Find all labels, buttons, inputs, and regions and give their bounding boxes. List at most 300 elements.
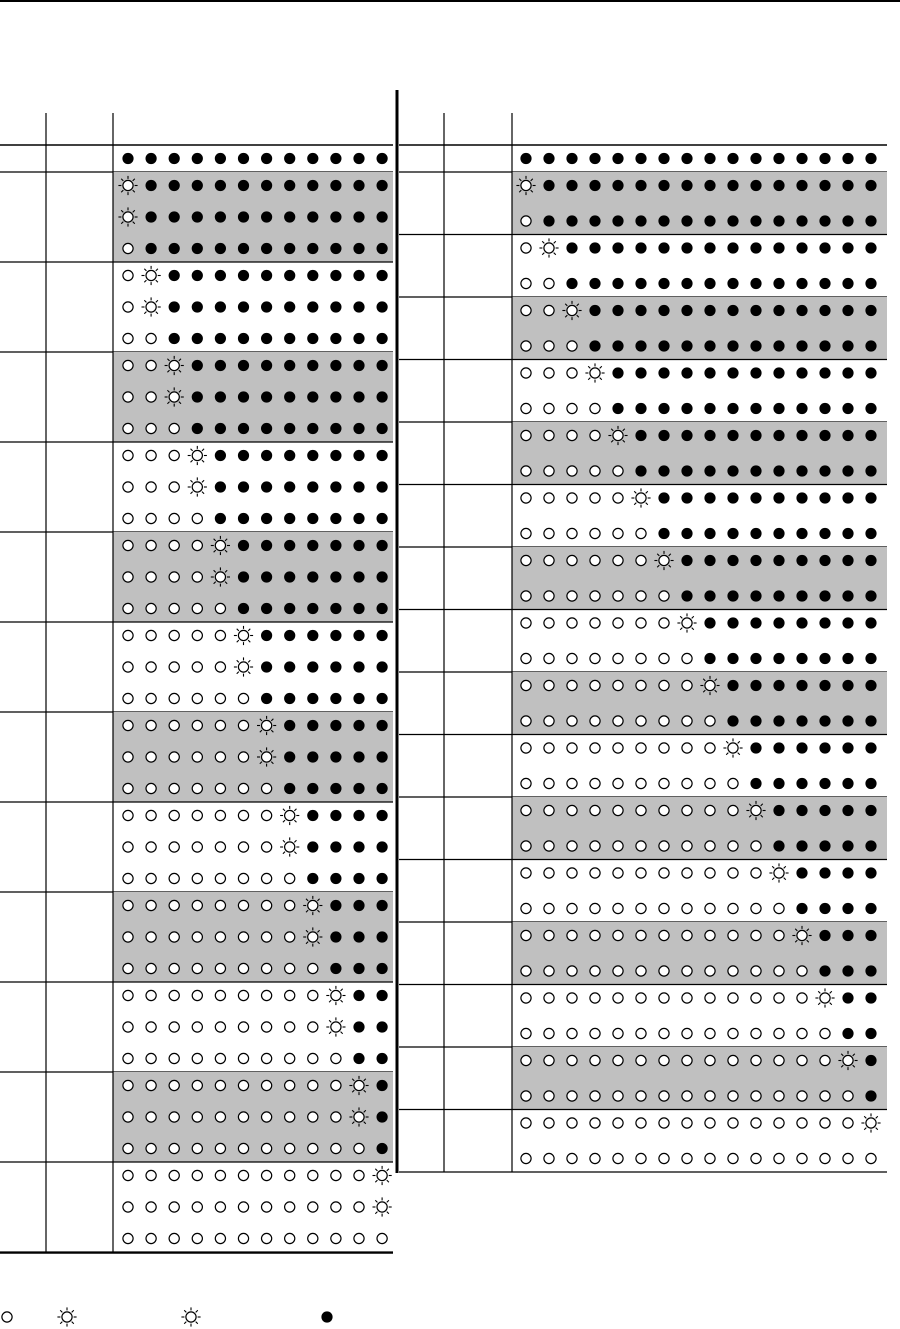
filled-circle-icon (865, 653, 876, 664)
open-circle-icon (521, 805, 531, 815)
filled-circle-icon (727, 340, 738, 351)
open-circle-icon (192, 1143, 202, 1153)
open-circle-icon (797, 1028, 807, 1038)
open-circle-icon (146, 873, 156, 883)
filled-circle-icon (330, 391, 341, 402)
filled-circle-icon (704, 153, 715, 164)
open-circle-icon (192, 693, 202, 703)
open-circle-icon (544, 716, 554, 726)
open-circle-icon (590, 591, 600, 601)
open-circle-icon (567, 1091, 577, 1101)
open-circle-icon (238, 932, 248, 942)
filled-circle-icon (865, 805, 876, 816)
open-circle-icon (590, 618, 600, 628)
filled-circle-icon (377, 540, 388, 551)
filled-circle-icon (377, 243, 388, 254)
filled-circle-icon (284, 630, 295, 641)
open-circle-icon (215, 1053, 225, 1063)
filled-circle-icon (330, 450, 341, 461)
filled-circle-icon (307, 180, 318, 191)
open-circle-icon (146, 450, 156, 460)
filled-circle-icon (353, 1053, 364, 1064)
filled-circle-icon (353, 931, 364, 942)
sun-blink-icon (165, 387, 184, 406)
filled-circle-icon (307, 153, 318, 164)
open-circle-icon (544, 743, 554, 753)
step-row (512, 1047, 887, 1110)
indicator-row (123, 657, 388, 676)
filled-circle-icon (773, 465, 784, 476)
open-circle-icon (544, 805, 554, 815)
filled-circle-icon (750, 305, 761, 316)
filled-circle-icon (796, 778, 807, 789)
filled-circle-icon (727, 367, 738, 378)
open-circle-icon (659, 841, 669, 851)
filled-circle-icon (261, 333, 272, 344)
open-circle-icon (613, 466, 623, 476)
open-circle-icon (146, 963, 156, 973)
open-circle-icon (613, 966, 623, 976)
open-circle-icon (567, 653, 577, 663)
filled-circle-icon (377, 931, 388, 942)
open-circle-icon (215, 603, 225, 613)
filled-circle-icon (842, 965, 853, 976)
filled-circle-icon (658, 305, 669, 316)
open-circle-icon (751, 1091, 761, 1101)
open-circle-icon (751, 868, 761, 878)
filled-circle-icon (261, 180, 272, 191)
open-circle-icon (521, 493, 531, 503)
open-circle-icon (192, 1233, 202, 1243)
filled-circle-icon (353, 360, 364, 371)
filled-circle-icon (284, 333, 295, 344)
filled-circle-icon (238, 360, 249, 371)
filled-circle-icon (284, 180, 295, 191)
open-circle-icon (590, 653, 600, 663)
indicator-row (521, 278, 877, 289)
filled-circle-icon (819, 367, 830, 378)
filled-circle-icon (169, 153, 180, 164)
filled-circle-icon (796, 278, 807, 289)
filled-circle-icon (353, 270, 364, 281)
filled-circle-icon (819, 742, 830, 753)
open-circle-icon (169, 662, 179, 672)
open-circle-icon (238, 1053, 248, 1063)
open-circle-icon (636, 528, 646, 538)
filled-circle-icon (261, 301, 272, 312)
open-circle-icon (215, 1080, 225, 1090)
open-circle-icon (123, 963, 133, 973)
open-circle-icon (285, 990, 295, 1000)
filled-circle-icon (353, 900, 364, 911)
open-circle-icon (285, 1112, 295, 1122)
open-circle-icon (169, 1143, 179, 1153)
step-row (521, 863, 877, 914)
open-circle-icon (238, 873, 248, 883)
open-circle-icon (636, 591, 646, 601)
filled-circle-icon (284, 751, 295, 762)
open-circle-icon (123, 333, 133, 343)
open-circle-icon (215, 963, 225, 973)
filled-circle-icon (307, 391, 318, 402)
filled-circle-icon (330, 571, 341, 582)
filled-circle-icon (284, 450, 295, 461)
open-circle-icon (613, 778, 623, 788)
open-circle-icon (285, 963, 295, 973)
filled-circle-icon (330, 481, 341, 492)
open-circle-icon (659, 993, 669, 1003)
step-row (113, 892, 393, 982)
open-circle-icon (238, 1080, 248, 1090)
filled-circle-icon (819, 465, 830, 476)
filled-circle-icon (865, 278, 876, 289)
open-circle-icon (215, 630, 225, 640)
open-circle-icon (659, 1091, 669, 1101)
open-circle-icon (262, 900, 272, 910)
step-row (521, 238, 877, 289)
filled-circle-icon (377, 1053, 388, 1064)
open-circle-icon (308, 1080, 318, 1090)
open-circle-icon (123, 392, 133, 402)
filled-circle-icon (796, 528, 807, 539)
filled-circle-icon (284, 153, 295, 164)
filled-circle-icon (377, 693, 388, 704)
open-circle-icon (682, 653, 692, 663)
filled-circle-icon (727, 555, 738, 566)
filled-circle-icon (796, 903, 807, 914)
filled-circle-icon (865, 715, 876, 726)
step-row (123, 446, 388, 524)
open-circle-icon (123, 450, 133, 460)
filled-circle-icon (658, 403, 669, 414)
filled-circle-icon (727, 465, 738, 476)
open-circle-icon (590, 778, 600, 788)
open-circle-icon (192, 963, 202, 973)
filled-circle-icon (377, 873, 388, 884)
filled-circle-icon (865, 367, 876, 378)
open-circle-icon (146, 720, 156, 730)
open-circle-icon (544, 618, 554, 628)
legend-item (57, 1307, 76, 1326)
indicator-row (123, 873, 388, 884)
filled-circle-icon (750, 430, 761, 441)
step-row (113, 172, 393, 262)
open-circle-icon (682, 743, 692, 753)
filled-circle-icon (307, 270, 318, 281)
open-circle-icon (636, 653, 646, 663)
filled-circle-icon (704, 242, 715, 253)
step-row (113, 1072, 393, 1162)
filled-circle-icon (819, 840, 830, 851)
filled-circle-icon (842, 528, 853, 539)
filled-circle-icon (192, 180, 203, 191)
filled-circle-icon (842, 840, 853, 851)
open-circle-icon (169, 720, 179, 730)
open-circle-icon (751, 966, 761, 976)
open-circle-icon (659, 618, 669, 628)
indicator-row (123, 1166, 392, 1185)
filled-circle-icon (284, 481, 295, 492)
open-circle-icon (192, 873, 202, 883)
open-circle-icon (613, 1028, 623, 1038)
open-circle-icon (797, 993, 807, 1003)
step-row (113, 352, 393, 442)
filled-circle-icon (842, 590, 853, 601)
open-circle-icon (123, 1053, 133, 1063)
open-circle-icon (123, 783, 133, 793)
filled-circle-icon (819, 305, 830, 316)
open-circle-icon (728, 1028, 738, 1038)
sun-blink-icon (211, 567, 230, 586)
open-circle-icon (169, 423, 179, 433)
open-circle-icon (682, 868, 692, 878)
open-circle-icon (682, 1091, 692, 1101)
open-circle-icon (682, 1055, 692, 1065)
indicator-row (521, 1153, 876, 1163)
open-circle-icon (308, 1233, 318, 1243)
open-circle-icon (590, 743, 600, 753)
filled-circle-icon (377, 1111, 388, 1122)
filled-circle-icon (727, 430, 738, 441)
open-circle-icon (146, 810, 156, 820)
open-circle-icon (843, 1091, 853, 1101)
open-circle-icon (774, 1091, 784, 1101)
open-circle-icon (659, 743, 669, 753)
filled-circle-icon (796, 465, 807, 476)
open-circle-icon (146, 630, 156, 640)
indicator-row (521, 528, 877, 539)
filled-circle-icon (146, 180, 157, 191)
sun-blink-icon (585, 363, 604, 382)
open-circle-icon (262, 783, 272, 793)
filled-circle-icon (842, 930, 853, 941)
filled-circle-icon (377, 180, 388, 191)
sun-blink-icon (769, 863, 788, 882)
filled-circle-icon (261, 540, 272, 551)
open-circle-icon (544, 341, 554, 351)
open-circle-icon (705, 966, 715, 976)
filled-circle-icon (773, 153, 784, 164)
filled-circle-icon (330, 333, 341, 344)
indicator-row (521, 488, 877, 507)
open-circle-icon (636, 743, 646, 753)
open-circle-icon (146, 392, 156, 402)
filled-circle-icon (377, 990, 388, 1001)
open-circle-icon (728, 1118, 738, 1128)
open-circle-icon (192, 932, 202, 942)
filled-circle-icon (796, 242, 807, 253)
open-circle-icon (215, 783, 225, 793)
filled-circle-icon (330, 720, 341, 731)
filled-circle-icon (842, 340, 853, 351)
open-circle-icon (215, 1112, 225, 1122)
indicator-row (123, 1197, 392, 1216)
filled-circle-icon (796, 840, 807, 851)
open-circle-icon (123, 630, 133, 640)
open-circle-icon (285, 873, 295, 883)
filled-circle-icon (727, 153, 738, 164)
filled-circle-icon (865, 215, 876, 226)
open-circle-icon (169, 630, 179, 640)
open-circle-icon (659, 903, 669, 913)
sun-blink-icon (349, 1107, 368, 1126)
filled-circle-icon (330, 810, 341, 821)
open-circle-icon (169, 752, 179, 762)
open-circle-icon (590, 1118, 600, 1128)
sun-blink-icon (57, 1307, 76, 1326)
filled-circle-icon (842, 617, 853, 628)
open-circle-icon (146, 783, 156, 793)
filled-circle-icon (377, 900, 388, 911)
open-circle-icon (146, 1233, 156, 1243)
indicator-row (123, 446, 388, 465)
filled-circle-icon (284, 513, 295, 524)
filled-circle-icon (773, 215, 784, 226)
open-circle-icon (705, 778, 715, 788)
open-circle-icon (590, 680, 600, 690)
step-row (512, 922, 887, 985)
sun-blink-icon (608, 426, 627, 445)
open-circle-icon (636, 1055, 646, 1065)
open-circle-icon (682, 805, 692, 815)
open-circle-icon (613, 555, 623, 565)
open-circle-icon (215, 752, 225, 762)
filled-circle-icon (865, 840, 876, 851)
open-circle-icon (544, 278, 554, 288)
filled-circle-icon (307, 720, 318, 731)
filled-circle-icon (658, 153, 669, 164)
filled-circle-icon (192, 333, 203, 344)
open-circle-icon (521, 993, 531, 1003)
open-circle-icon (2, 1312, 12, 1322)
filled-circle-icon (192, 391, 203, 402)
open-circle-icon (590, 1153, 600, 1163)
filled-circle-icon (377, 270, 388, 281)
filled-circle-icon (307, 661, 318, 672)
open-circle-icon (146, 603, 156, 613)
filled-circle-icon (635, 180, 646, 191)
open-circle-icon (820, 1091, 830, 1101)
indicator-row (521, 1113, 881, 1132)
open-circle-icon (613, 653, 623, 663)
filled-circle-icon (773, 305, 784, 316)
open-circle-icon (613, 1091, 623, 1101)
open-circle-icon (123, 1170, 133, 1180)
filled-circle-icon (353, 783, 364, 794)
open-circle-icon (521, 841, 531, 851)
indicator-row (123, 1233, 387, 1243)
filled-circle-icon (773, 778, 784, 789)
open-circle-icon (590, 466, 600, 476)
filled-circle-icon (330, 360, 341, 371)
open-circle-icon (238, 1170, 248, 1180)
open-circle-icon (682, 1153, 692, 1163)
filled-circle-icon (353, 990, 364, 1001)
open-circle-icon (169, 1022, 179, 1032)
open-circle-icon (567, 805, 577, 815)
indicator-row (521, 988, 877, 1007)
filled-circle-icon (589, 340, 600, 351)
open-circle-icon (169, 1202, 179, 1212)
open-circle-icon (567, 1153, 577, 1163)
filled-circle-icon (377, 810, 388, 821)
open-circle-icon (544, 680, 554, 690)
open-circle-icon (192, 513, 202, 523)
filled-circle-icon (658, 278, 669, 289)
open-circle-icon (308, 1022, 318, 1032)
sun-blink-icon (326, 986, 345, 1005)
open-circle-icon (521, 341, 531, 351)
open-circle-icon (308, 963, 318, 973)
filled-circle-icon (238, 180, 249, 191)
filled-circle-icon (681, 367, 692, 378)
open-circle-icon (215, 693, 225, 703)
open-circle-icon (123, 720, 133, 730)
filled-circle-icon (681, 180, 692, 191)
open-circle-icon (123, 1112, 133, 1122)
filled-circle-icon (377, 450, 388, 461)
filled-circle-icon (819, 805, 830, 816)
filled-circle-icon (330, 931, 341, 942)
open-circle-icon (521, 278, 531, 288)
filled-circle-icon (842, 180, 853, 191)
filled-circle-icon (169, 270, 180, 281)
filled-circle-icon (842, 805, 853, 816)
indicator-row (520, 153, 876, 164)
filled-circle-icon (865, 903, 876, 914)
filled-circle-icon (353, 571, 364, 582)
filled-circle-icon (727, 403, 738, 414)
filled-circle-icon (727, 305, 738, 316)
step-row (512, 547, 887, 610)
open-circle-icon (123, 810, 133, 820)
open-circle-icon (146, 900, 156, 910)
filled-circle-icon (865, 403, 876, 414)
open-circle-icon (751, 1153, 761, 1163)
open-circle-icon (354, 1170, 364, 1180)
filled-circle-icon (566, 242, 577, 253)
filled-circle-icon (773, 340, 784, 351)
filled-circle-icon (796, 742, 807, 753)
open-circle-icon (728, 903, 738, 913)
filled-circle-icon (750, 215, 761, 226)
filled-circle-icon (750, 278, 761, 289)
step-row (521, 1113, 881, 1163)
indicator-row (123, 1053, 388, 1064)
filled-circle-icon (727, 278, 738, 289)
open-circle-icon (192, 1053, 202, 1063)
open-circle-icon (146, 1112, 156, 1122)
open-circle-icon (751, 1028, 761, 1038)
filled-circle-icon (330, 211, 341, 222)
filled-circle-icon (353, 873, 364, 884)
open-circle-icon (215, 1233, 225, 1243)
filled-circle-icon (796, 590, 807, 601)
indicator-row (521, 778, 877, 789)
filled-circle-icon (307, 243, 318, 254)
filled-circle-icon (215, 180, 226, 191)
filled-circle-icon (284, 211, 295, 222)
open-circle-icon (567, 743, 577, 753)
filled-circle-icon (704, 215, 715, 226)
sun-blink-icon (631, 488, 650, 507)
open-circle-icon (797, 1153, 807, 1163)
open-circle-icon (590, 1055, 600, 1065)
open-circle-icon (636, 1091, 646, 1101)
filled-circle-icon (704, 367, 715, 378)
open-circle-icon (590, 1091, 600, 1101)
filled-circle-icon (353, 1021, 364, 1032)
